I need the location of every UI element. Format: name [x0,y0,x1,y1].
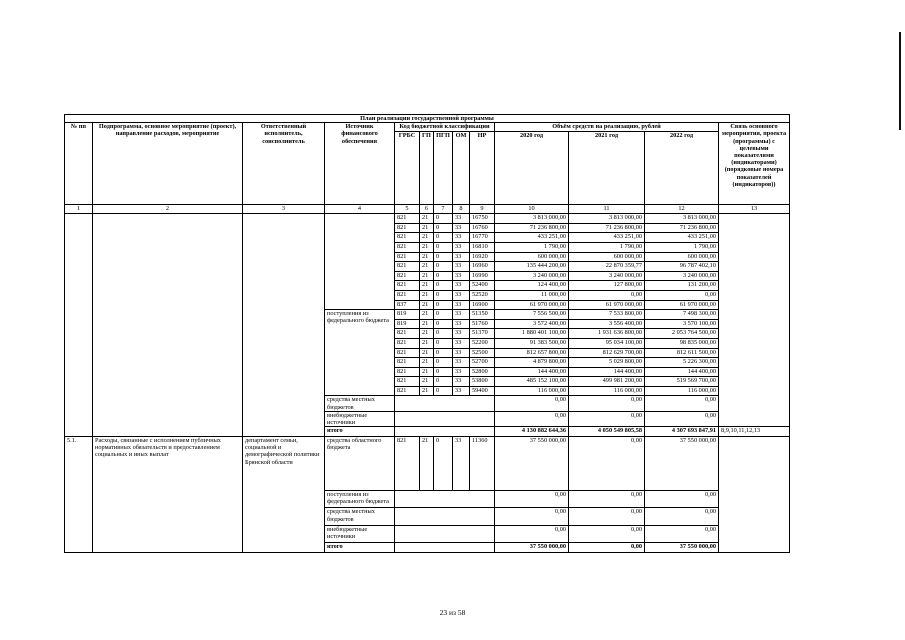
cell-pgp: 0 [434,214,453,224]
cell-gp: 21 [420,223,434,233]
cell-source-empty [325,214,395,310]
cell-pgp: 0 [434,348,453,358]
cell-2022: 3 240 000,00 [645,271,719,281]
cell-gp: 21 [420,358,434,368]
cell-2022: 116 000,00 [645,386,719,396]
cell-2020: 433 251,00 [495,233,569,243]
cell-2021: 144 400,00 [569,367,645,377]
cell-source-total: итого [325,543,395,553]
cell-om: 33 [453,348,470,358]
cell-gp: 21 [420,310,434,320]
cell-grbs: 837 [395,300,420,310]
cell-2022: 37 550 000,00 [645,543,719,553]
cell-2022: 37 550 000,00 [645,436,719,490]
cell-np: 52400 [470,281,495,291]
cell-grbs: 821 [395,329,420,339]
cell-grbs: 821 [395,233,420,243]
cell-np: 52200 [470,338,495,348]
cell-2020: 116 000,00 [495,386,569,396]
cell-pgp: 0 [434,281,453,291]
cell-2021: 0,00 [569,525,645,543]
page-number: 23 из 58 [439,608,466,617]
cell-grbs: 821 [395,242,420,252]
cell-gp: 21 [420,377,434,387]
cell-2020: 7 556 500,00 [495,310,569,320]
cell-2021: 600 000,00 [569,252,645,262]
cell-2022: 5 226 300,00 [645,358,719,368]
cell-2021: 0,00 [569,543,645,553]
cell-om: 33 [453,367,470,377]
cell-2020: 11 000,00 [495,290,569,300]
cell-gp: 21 [420,262,434,272]
cell-grbs: 821 [395,214,420,224]
cell-om: 33 [453,310,470,320]
cell-2021: 61 970 000,00 [569,300,645,310]
cell-2020: 135 444 200,00 [495,262,569,272]
cell-2022: 71 236 800,00 [645,223,719,233]
cell-source-federal: поступления из федерального бюджета [325,490,395,508]
col-number: 1 [65,205,93,214]
header-volume: Объём средств на реализацию, рублей [495,123,719,132]
table-row [65,436,790,490]
cell-codes-empty [395,427,495,437]
col-number: 13 [719,205,790,214]
cell-np: 51760 [470,319,495,329]
cell-2022: 2 053 764 500,00 [645,329,719,339]
cell-gp: 21 [420,338,434,348]
cell-np: 16960 [470,262,495,272]
cell-2022: 0,00 [645,525,719,543]
cell-2021: 71 236 800,00 [569,223,645,233]
col-number: 10 [495,205,569,214]
cell-2021: 0,00 [569,396,645,411]
cell-2020: 0,00 [495,490,569,508]
cell-2020: 61 970 000,00 [495,300,569,310]
cell-2020: 71 236 800,00 [495,223,569,233]
cell-2022: 0,00 [645,411,719,426]
cell-responsible: департамент семьи, социальной и демографической политики Брянской области [243,436,325,552]
cell-2020: 0,00 [495,396,569,411]
cell-pgp: 0 [434,386,453,396]
cell-2020: 37 550 000,00 [495,436,569,490]
col-number: 4 [325,205,395,214]
cell-2021: 4 050 549 805,58 [569,427,645,437]
header-num: № пп [65,123,93,205]
header-subprogram: Подпрограмма, основное мероприятие (проект), направление расходов, мероприятие [93,123,243,205]
cell-pgp: 0 [434,436,453,490]
cell-2022: 1 790,00 [645,242,719,252]
cell-2020: 3 240 000,00 [495,271,569,281]
cell-pgp: 0 [434,338,453,348]
cell-np: 16900 [470,300,495,310]
cell-2021: 0,00 [569,436,645,490]
header-link: Связь основного мероприятия, проекта (программы) с целевыми показателями (индикаторами) (порядковые номера показателей (индикаторов)) [719,123,790,205]
header-responsible: Ответственный исполнитель, соисполнитель [243,123,325,205]
cell-2020: 485 152 100,00 [495,377,569,387]
cell-2022: 0,00 [645,490,719,508]
cell-2022: 0,00 [645,290,719,300]
cell-2020: 0,00 [495,508,569,526]
col-number: 8 [453,205,470,214]
cell-pgp: 0 [434,300,453,310]
cell-np: 52800 [470,367,495,377]
cell-grbs: 821 [395,367,420,377]
cell-codes-empty [395,396,495,411]
cell-2021: 499 981 200,00 [569,377,645,387]
cell-np: 59400 [470,386,495,396]
cell-link-empty [719,436,790,552]
cell-2020: 124 400,00 [495,281,569,291]
cell-source-regional: средства областного бюджета [325,436,395,490]
cell-pgp: 0 [434,310,453,320]
header-om: ОМ [453,132,470,205]
col-number: 6 [420,205,434,214]
cell-np: 16990 [470,271,495,281]
header-budget-code: Код бюджетной классификации [395,123,495,132]
cell-om: 33 [453,300,470,310]
cell-gp: 21 [420,348,434,358]
cell-pgp: 0 [434,358,453,368]
cell-2020: 1 880 401 100,00 [495,329,569,339]
cell-2021: 0,00 [569,508,645,526]
cell-grbs: 821 [395,348,420,358]
cell-2021: 3 813 000,00 [569,214,645,224]
cell-2021: 1 790,00 [569,242,645,252]
header-pgp: ПГП [434,132,453,205]
cell-grbs: 821 [395,290,420,300]
cell-2022: 131 200,00 [645,281,719,291]
cell-om: 33 [453,338,470,348]
col-number: 3 [243,205,325,214]
cell-2022: 3 570 100,00 [645,319,719,329]
cell-2022: 0,00 [645,396,719,411]
cell-2022: 3 813 000,00 [645,214,719,224]
header-grbs: ГРБС [395,132,420,205]
cell-codes-empty [395,508,495,526]
cell-pgp: 0 [434,262,453,272]
cell-2020: 812 657 800,00 [495,348,569,358]
cell-np: 16750 [470,214,495,224]
cell-pgp: 0 [434,329,453,339]
cell-grbs: 821 [395,223,420,233]
cell-2020: 0,00 [495,411,569,426]
col-number: 5 [395,205,420,214]
cell-np: 51350 [470,310,495,320]
cell-np: 52700 [470,358,495,368]
cell-gp: 21 [420,290,434,300]
cell-pgp: 0 [434,223,453,233]
cell-gp: 21 [420,436,434,490]
cell-link: 8,9,10,11,12,13 [719,427,790,437]
cell-gp: 21 [420,252,434,262]
cell-om: 33 [453,290,470,300]
cell-source-federal: поступления из федерального бюджета [325,310,395,396]
cell-2020: 1 790,00 [495,242,569,252]
cell-pgp: 0 [434,233,453,243]
col-number: 12 [645,205,719,214]
cell-np: 16920 [470,252,495,262]
cell-2021: 22 870 359,77 [569,262,645,272]
cell-grbs: 819 [395,319,420,329]
cell-source-total: итого [325,427,395,437]
cell-2022: 0,00 [645,508,719,526]
col-number: 7 [434,205,453,214]
cell-np: 51370 [470,329,495,339]
cell-2020: 4 879 800,00 [495,358,569,368]
cell-gp: 21 [420,367,434,377]
cell-2022: 96 787 402,10 [645,262,719,272]
cell-2022: 144 400,00 [645,367,719,377]
cell-codes-empty [395,525,495,543]
cell-2021: 0,00 [569,490,645,508]
cell-om: 33 [453,319,470,329]
cell-pgp: 0 [434,271,453,281]
col-number: 11 [569,205,645,214]
cell-gp: 21 [420,242,434,252]
cell-2021: 127 800,00 [569,281,645,291]
table-row [65,214,790,224]
cell-grbs: 821 [395,386,420,396]
cell-source-local: средства местных бюджетов [325,396,395,411]
cell-om: 33 [453,252,470,262]
cell-pgp: 0 [434,377,453,387]
cell-grbs: 821 [395,338,420,348]
program-plan-table [64,114,790,553]
cell-2021: 3 240 000,00 [569,271,645,281]
header-gp: ГП [420,132,434,205]
cell-om: 33 [453,377,470,387]
cell-pgp: 0 [434,252,453,262]
cell-om: 33 [453,271,470,281]
cell-2021: 95 034 100,00 [569,338,645,348]
cell-2021: 0,00 [569,290,645,300]
cell-2022: 519 569 700,00 [645,377,719,387]
cell-link-empty [719,214,790,427]
cell-2021: 433 251,00 [569,233,645,243]
cell-np: 52500 [470,348,495,358]
cell-om: 33 [453,281,470,291]
cell-2020: 4 130 882 644,36 [495,427,569,437]
cell-2022: 600 000,00 [645,252,719,262]
cell-gp: 21 [420,329,434,339]
cell-2020: 3 813 000,00 [495,214,569,224]
cell-responsible-empty [243,214,325,437]
cell-om: 33 [453,436,470,490]
cell-2022: 4 307 693 847,91 [645,427,719,437]
cell-codes-empty [395,543,495,553]
cell-gp: 21 [420,386,434,396]
cell-2020: 600 000,00 [495,252,569,262]
cell-om: 33 [453,329,470,339]
table-title: План реализации государственной программы [65,115,790,123]
cell-grbs: 819 [395,310,420,320]
cell-grbs: 821 [395,358,420,368]
cell-2022: 433 251,00 [645,233,719,243]
header-source: Источник финансового обеспечения [325,123,395,205]
cell-2020: 37 550 000,00 [495,543,569,553]
header-2021: 2021 год [569,132,645,205]
cell-grbs: 821 [395,252,420,262]
cell-2022: 61 970 000,00 [645,300,719,310]
header-2020: 2020 год [495,132,569,205]
col-number: 2 [93,205,243,214]
cell-gp: 21 [420,233,434,243]
cell-gp: 21 [420,300,434,310]
cell-2021: 7 533 800,00 [569,310,645,320]
cell-codes-empty [395,490,495,508]
cell-np: 16760 [470,223,495,233]
cell-np: 53800 [470,377,495,387]
cell-num: 5.1. [65,436,93,552]
cell-grbs: 821 [395,377,420,387]
cell-om: 33 [453,358,470,368]
cell-2021: 116 000,00 [569,386,645,396]
cell-gp: 21 [420,271,434,281]
cell-source-offbudget: внебюджетные источники [325,525,395,543]
header-2022: 2022 год [645,132,719,205]
cell-om: 33 [453,223,470,233]
cell-np: 16770 [470,233,495,243]
cell-2021: 0,00 [569,411,645,426]
cell-subprogram: Расходы, связанные с исполнением публичных нормативных обязательств и предоставлением социальных и иных выплат [93,436,243,552]
cell-gp: 21 [420,214,434,224]
col-number: 9 [470,205,495,214]
cell-source-local: средства местных бюджетов [325,508,395,526]
cell-2021: 3 556 400,00 [569,319,645,329]
cell-2021: 812 629 700,00 [569,348,645,358]
cell-om: 33 [453,262,470,272]
cell-2020: 91 383 500,00 [495,338,569,348]
cell-grbs: 821 [395,271,420,281]
cell-om: 33 [453,386,470,396]
cell-om: 33 [453,214,470,224]
cell-pgp: 0 [434,290,453,300]
page-edge-mark [899,32,901,130]
cell-np: 11360 [470,436,495,490]
cell-2020: 0,00 [495,525,569,543]
cell-gp: 21 [420,319,434,329]
cell-2022: 7 498 300,00 [645,310,719,320]
cell-grbs: 821 [395,436,420,490]
cell-source-offbudget: внебюджетные источники [325,411,395,426]
cell-num-empty [65,214,93,437]
cell-2020: 3 572 400,00 [495,319,569,329]
cell-grbs: 821 [395,281,420,291]
cell-gp: 21 [420,281,434,291]
header-np: НР [470,132,495,205]
cell-2020: 144 400,00 [495,367,569,377]
cell-np: 16810 [470,242,495,252]
cell-om: 33 [453,233,470,243]
cell-pgp: 0 [434,367,453,377]
cell-2021: 1 931 636 800,00 [569,329,645,339]
cell-2022: 812 611 500,00 [645,348,719,358]
cell-codes-empty [395,411,495,426]
cell-grbs: 821 [395,262,420,272]
cell-subprogram-empty [93,214,243,437]
cell-np: 52520 [470,290,495,300]
cell-om: 33 [453,242,470,252]
cell-2021: 5 029 800,00 [569,358,645,368]
cell-pgp: 0 [434,242,453,252]
cell-2022: 98 835 000,00 [645,338,719,348]
cell-pgp: 0 [434,319,453,329]
